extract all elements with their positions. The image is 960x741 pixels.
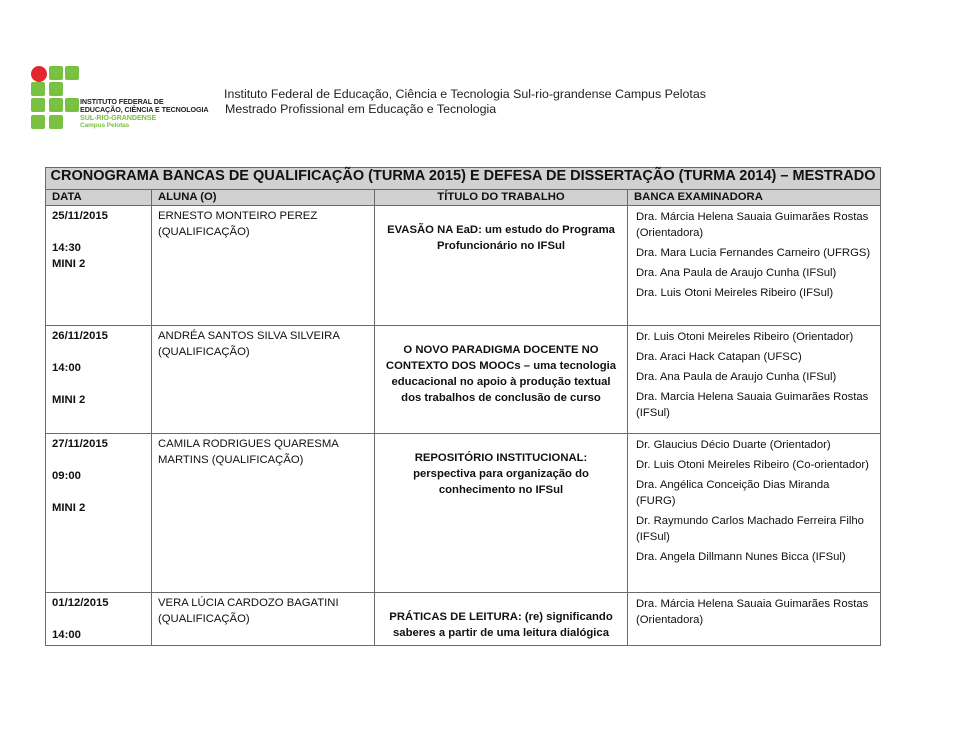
logo-red-circle (31, 66, 47, 82)
board-member: Dra. Angela Dillmann Nunes Bicca (IFSul) (636, 551, 846, 563)
logo-line-3: SUL-RIO-GRANDENSE (80, 113, 157, 122)
logo-line-1: INSTITUTO FEDERAL DE (80, 97, 164, 106)
board-member: Dra. Araci Hack Catapan (UFSC) (636, 351, 802, 363)
logo-square (49, 98, 63, 112)
institution-name: Instituto Federal de Educação, Ciência e Tecnologia Sul-rio-grandense Campus Pelotas (224, 87, 706, 101)
work-title-cell: O NOVO PARADIGMA DOCENTE NO CONTEXTO DOS MOOCs – uma tecnologia educacional no apoio à produção textual dos trabalhos de conclusão de curso (375, 326, 628, 434)
table-row (46, 326, 881, 434)
logo-square (49, 66, 63, 80)
institution-logo (28, 64, 218, 136)
table-title: CRONOGRAMA BANCAS DE QUALIFICAÇÃO (TURMA 2015) E DEFESA DE DISSERTAÇÃO (TURMA 2014) – MESTRADO (46, 168, 881, 190)
table-title-row (46, 168, 881, 190)
logo-text (80, 98, 209, 130)
date-value: 26/11/2015 (52, 330, 108, 342)
logo-line-4: Campus Pelotas (80, 122, 130, 129)
board-member: Dra. Ana Paula de Araujo Cunha (IFSul) (636, 371, 837, 383)
date-cell (46, 434, 152, 593)
work-title-cell: EVASÃO NA EaD: um estudo do Programa Profuncionário no IFSul (375, 206, 628, 326)
logo-square (31, 115, 45, 129)
room-value: MINI 2 (52, 258, 86, 270)
board-member: Dr. Glaucius Décio Duarte (Orientador) (636, 439, 831, 451)
column-header-board: BANCA EXAMINADORA (628, 190, 881, 206)
date-value: 01/12/2015 (52, 597, 109, 609)
room-value: MINI 2 (52, 502, 86, 514)
schedule-table (45, 167, 881, 646)
work-title-cell: REPOSITÓRIO INSTITUCIONAL: perspectiva para organização do conhecimento no IFSul (375, 434, 628, 593)
logo-square (65, 66, 79, 80)
time-value: 14:00 (52, 629, 81, 641)
board-cell (628, 593, 881, 646)
board-member: Dra. Márcia Helena Sauaia Guimarães Rostas (Orientadora) (636, 211, 869, 239)
program-name: Mestrado Profissional em Educação e Tecnologia (225, 102, 497, 116)
board-cell (628, 326, 881, 434)
board-member: Dra. Angélica Conceição Dias Miranda (FURG) (636, 479, 830, 507)
student-cell: VERA LÚCIA CARDOZO BAGATINI (QUALIFICAÇÃO) (152, 593, 375, 646)
column-header-date: DATA (46, 190, 152, 206)
date-value: 25/11/2015 (52, 210, 108, 222)
institution-header (224, 87, 706, 117)
logo-square (65, 98, 79, 112)
date-cell (46, 593, 152, 646)
time-value: 09:00 (52, 470, 81, 482)
board-member: Dr. Luis Otoni Meireles Ribeiro (Co-orientador) (636, 459, 869, 471)
date-cell (46, 206, 152, 326)
board-cell (628, 434, 881, 593)
room-value: MINI 2 (52, 394, 86, 406)
date-cell (46, 326, 152, 434)
time-value: 14:00 (52, 362, 81, 374)
column-header-work-title: TÍTULO DO TRABALHO (375, 190, 628, 206)
board-member: Dra. Márcia Helena Sauaia Guimarães Rostas (Orientadora) (636, 598, 869, 626)
logo-square (49, 82, 63, 96)
logo-square (31, 82, 45, 96)
table-row (46, 593, 881, 646)
board-member: Dra. Mara Lucia Fernandes Carneiro (UFRGS) (636, 247, 871, 259)
table-header-row (46, 190, 881, 206)
logo-square (49, 115, 63, 129)
board-member: Dra. Ana Paula de Araujo Cunha (IFSul) (636, 267, 837, 279)
student-cell: CAMILA RODRIGUES QUARESMA MARTINS (QUALIFICAÇÃO) (152, 434, 375, 593)
logo-square (31, 98, 45, 112)
table-row (46, 434, 881, 593)
board-cell (628, 206, 881, 326)
board-member: Dr. Luis Otoni Meireles Ribeiro (Orientador) (636, 331, 854, 343)
board-member: Dra. Marcia Helena Sauaia Guimarães Rostas (IFSul) (636, 391, 869, 419)
board-member: Dr. Raymundo Carlos Machado Ferreira Filho (IFSul) (636, 515, 864, 543)
logo-line-2: EDUCAÇÃO, CIÊNCIA E TECNOLOGIA (80, 105, 209, 114)
column-header-student: ALUNA (O) (152, 190, 375, 206)
student-cell: ANDRÉA SANTOS SILVA SILVEIRA (QUALIFICAÇÃO) (152, 326, 375, 434)
board-member: Dra. Luis Otoni Meireles Ribeiro (IFSul) (636, 287, 834, 299)
date-value: 27/11/2015 (52, 438, 108, 450)
time-value: 14:30 (52, 242, 81, 254)
student-cell: ERNESTO MONTEIRO PEREZ (QUALIFICAÇÃO) (152, 206, 375, 326)
table-row (46, 206, 881, 326)
work-title-cell: PRÁTICAS DE LEITURA: (re) significando saberes a partir de uma leitura dialógica (375, 593, 628, 646)
